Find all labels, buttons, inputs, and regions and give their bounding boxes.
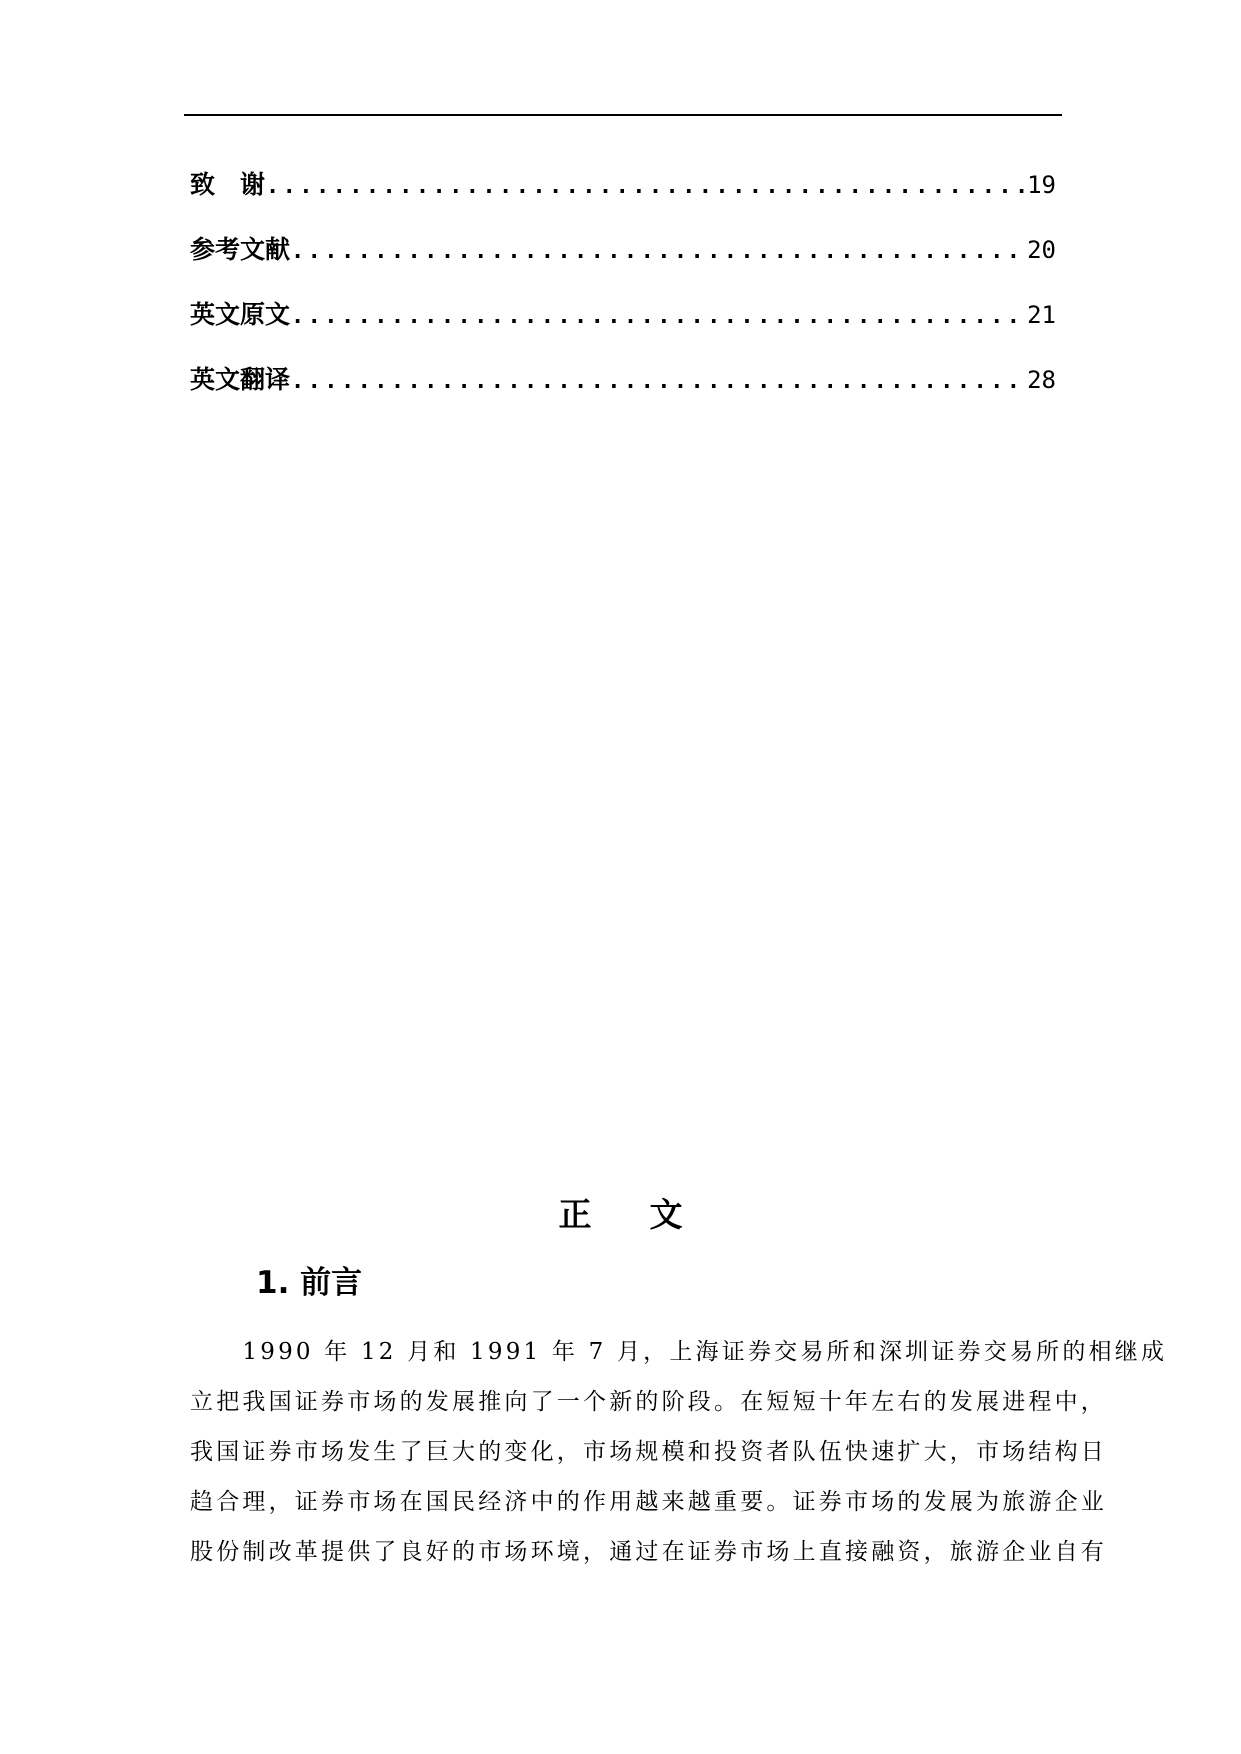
toc-entry-page: 28 xyxy=(1027,366,1056,394)
toc-entry-label: 参考文献 xyxy=(190,235,291,264)
toc-entry-label: 致 谢 xyxy=(190,170,266,199)
paragraph-line: 趋合理，证券市场在国民经济中的作用越来越重要。证券市场的发展为旅游企业 xyxy=(190,1489,1107,1515)
toc-dot-leader xyxy=(291,304,1025,329)
toc-entry-english-translation[interactable] xyxy=(190,360,1056,425)
toc-entry-label: 英文翻译 xyxy=(190,365,291,394)
header-rule xyxy=(184,114,1062,116)
toc-entry-references[interactable] xyxy=(190,230,1056,295)
paragraph-line: 1990 年 12 月和 1991 年 7 月，上海证券交易所和深圳证券交易所的相继成 xyxy=(190,1339,1168,1365)
toc-entry-english-original[interactable] xyxy=(190,295,1056,360)
toc-entry-acknowledgements[interactable] xyxy=(190,165,1056,230)
toc-entry-label: 英文原文 xyxy=(190,300,291,329)
paragraph-line: 立把我国证券市场的发展推向了一个新的阶段。在短短十年左右的发展进程中， xyxy=(190,1389,1107,1415)
toc-entry-page: 20 xyxy=(1027,236,1056,264)
toc-dot-leader xyxy=(266,174,1025,199)
toc-dot-leader xyxy=(291,369,1025,394)
body-title: 正文 xyxy=(558,1195,741,1234)
toc-entry-page: 21 xyxy=(1027,301,1056,329)
table-of-contents xyxy=(190,165,1056,425)
paragraph-line: 我国证券市场发生了巨大的变化，市场规模和投资者队伍快速扩大，市场结构日 xyxy=(190,1439,1107,1465)
section-heading: 1. 前言 xyxy=(256,1265,363,1301)
toc-entry-page: 19 xyxy=(1027,171,1056,199)
toc-dot-leader xyxy=(291,239,1025,264)
paragraph-line: 股份制改革提供了良好的市场环境，通过在证券市场上直接融资，旅游企业自有 xyxy=(190,1539,1107,1565)
body-paragraph xyxy=(190,1327,1168,1577)
